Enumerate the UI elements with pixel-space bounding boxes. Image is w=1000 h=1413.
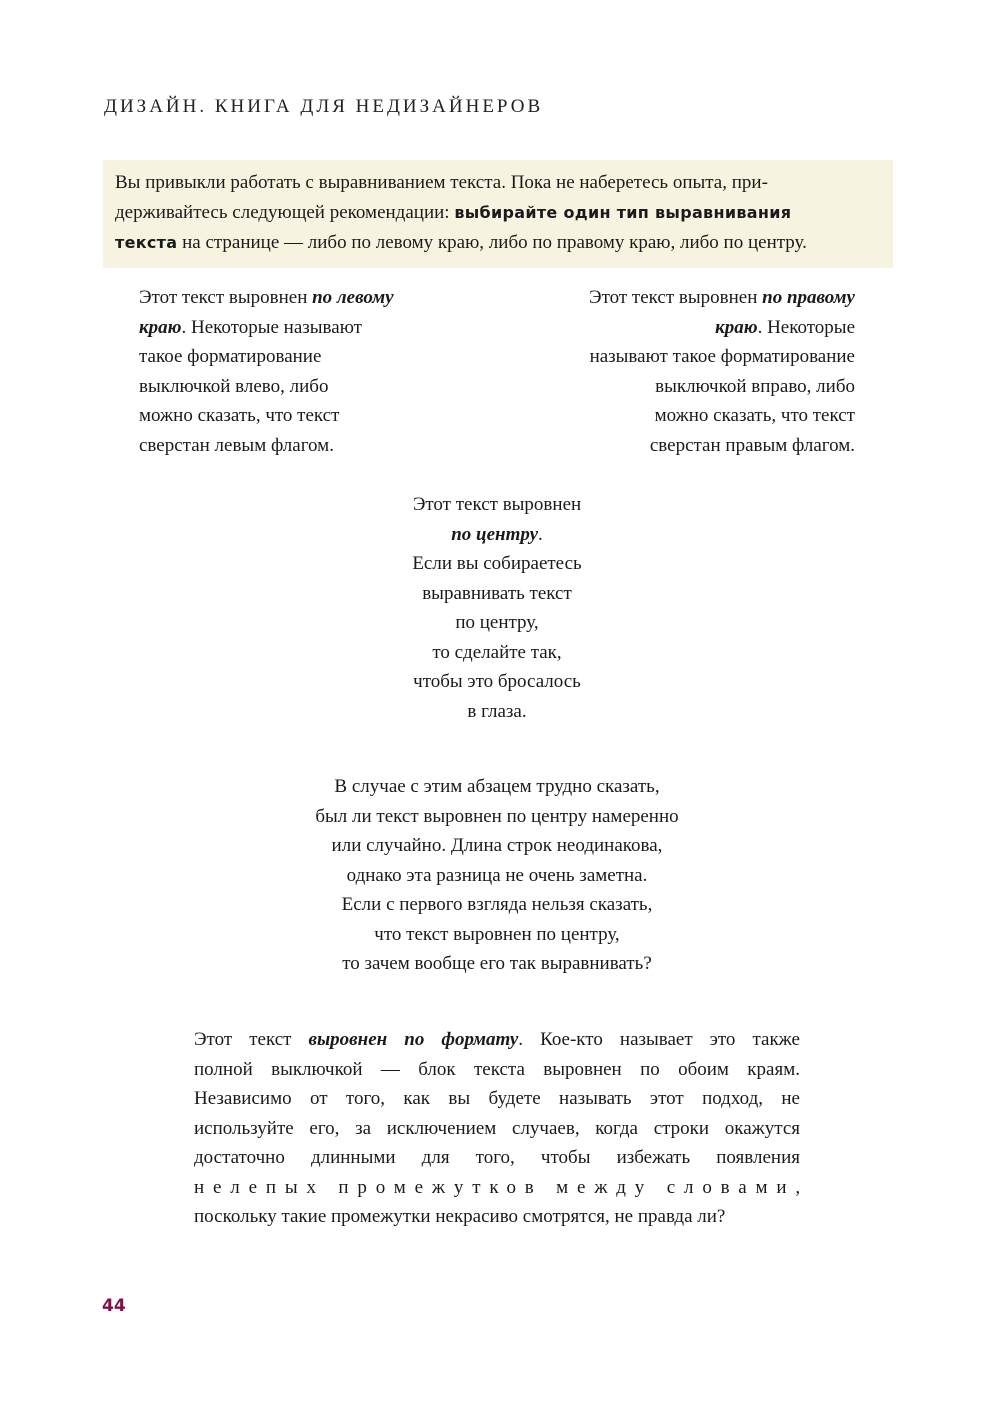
left-aligned-paragraph bbox=[139, 283, 449, 460]
centered-paragraph bbox=[300, 490, 694, 726]
left-line-4: выключкой влево, либо bbox=[139, 375, 329, 397]
left-line-3: такое форматирование bbox=[139, 346, 322, 367]
justified-line-1-wrap bbox=[194, 1025, 800, 1055]
ambiguous-line-5: Если с первого взгляда нельзя сказать, bbox=[341, 894, 653, 915]
right-line-4: выключкой вправо, либо bbox=[655, 375, 855, 397]
justified-line-1: Этот текст bbox=[194, 1029, 309, 1050]
justified-emphasis: выровнен по формату bbox=[308, 1029, 519, 1050]
justified-line-5: достаточно длинными для того, чтобы избежать появления bbox=[194, 1147, 800, 1168]
right-line-2: . Некоторые bbox=[757, 316, 855, 338]
justified-paragraph bbox=[194, 1025, 809, 1232]
justified-line-7: поскольку такие промежутки некрасиво смотрятся, не правда ли? bbox=[194, 1206, 726, 1227]
right-line-5: можно сказать, что текст bbox=[654, 405, 855, 426]
ambiguous-line-7: то зачем вообще его так выравнивать? bbox=[342, 953, 652, 974]
right-line-3: называют такое форматирование bbox=[589, 346, 855, 367]
justified-line-6: нелепых промежутков между словами, bbox=[194, 1176, 809, 1198]
tip-callout bbox=[103, 160, 893, 268]
justified-line-3: Независимо от того, как вы будете называть этот подход, не bbox=[194, 1088, 800, 1109]
ambiguous-centered-paragraph bbox=[250, 772, 744, 979]
callout-line-1: Вы привыкли работать с выравниванием текста. Пока не наберетесь опыта, при- bbox=[115, 172, 768, 193]
right-line-6: сверстан правым флагом. bbox=[649, 434, 855, 456]
left-line-5: можно сказать, что текст bbox=[139, 405, 340, 426]
right-line-1: Этот текст выровнен bbox=[589, 287, 763, 308]
left-emphasis-2: краю bbox=[139, 316, 182, 338]
ambiguous-line-2: был ли текст выровнен по центру намеренно bbox=[315, 805, 679, 827]
ambiguous-line-3: или случайно. Длина строк неодинакова, bbox=[331, 835, 663, 856]
center-emphasis: по центру bbox=[451, 523, 539, 545]
ambiguous-line-6: что текст выровнен по центру, bbox=[374, 923, 620, 945]
center-line-7: чтобы это бросалось bbox=[413, 671, 581, 692]
ambiguous-line-4: однако эта разница не очень заметна. bbox=[346, 864, 648, 886]
center-line-2: . bbox=[538, 523, 543, 545]
callout-line-3: на странице — либо по левому краю, либо по правому краю, либо по центру. bbox=[177, 232, 807, 253]
justified-line-1b: . Кое-кто называет это также bbox=[518, 1029, 800, 1050]
page-number: 44 bbox=[102, 1296, 126, 1316]
left-line-6: сверстан левым флагом. bbox=[139, 434, 334, 456]
right-aligned-paragraph bbox=[525, 283, 855, 460]
left-line-1: Этот текст выровнен bbox=[139, 287, 313, 308]
callout-line-2: держивайтесь следующей рекомендации: bbox=[115, 202, 455, 223]
ambiguous-line-1: В случае с этим абзацем трудно сказать, bbox=[334, 776, 660, 797]
left-emphasis-1: по левому bbox=[312, 287, 394, 308]
callout-highlight-2: текста bbox=[115, 233, 178, 252]
justified-line-2: полной выключкой — блок текста выровнен по обоим краям. bbox=[194, 1058, 800, 1080]
center-line-3: Если вы собираетесь bbox=[412, 553, 582, 574]
center-line-8: в глаза. bbox=[467, 700, 527, 722]
center-line-1: Этот текст выровнен bbox=[412, 494, 582, 515]
justified-line-4: используйте его, за исключением случаев, когда строки окажутся bbox=[194, 1117, 800, 1139]
running-title: ДИЗАЙН. КНИГА ДЛЯ НЕДИЗАЙНЕРОВ bbox=[104, 96, 544, 117]
center-line-4: выравнивать текст bbox=[422, 582, 572, 604]
center-line-6: то сделайте так, bbox=[432, 641, 562, 663]
callout-highlight-1: выбирайте один тип выравнивания bbox=[454, 203, 792, 222]
right-emphasis-1: по правому bbox=[762, 287, 855, 308]
left-line-2: . Некоторые называют bbox=[181, 316, 362, 338]
right-emphasis-2: краю bbox=[715, 316, 758, 338]
center-line-5: по центру, bbox=[455, 612, 539, 633]
